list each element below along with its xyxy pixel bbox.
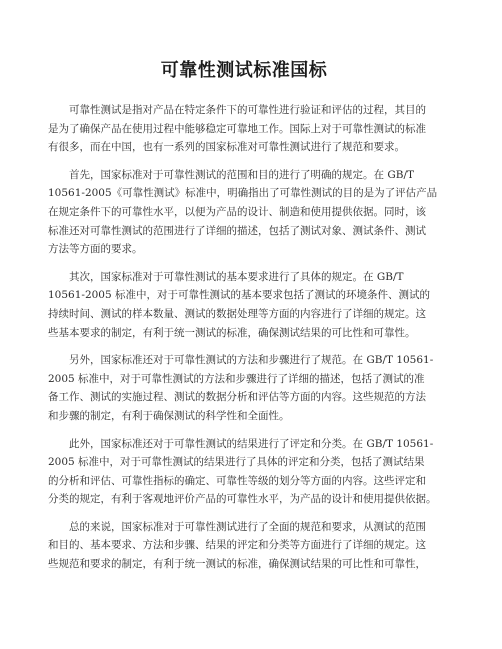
paragraph-results xyxy=(48,435,440,509)
text-line: 些基本要求的制定，有利于统一测试的标准，确保测试结果的可比性和可靠性。 xyxy=(48,326,416,339)
text-line: 可靠性测试是指对产品在特定条件下的可靠性进行验证和评估的过程，其目的 xyxy=(69,104,426,116)
paragraph-requirements xyxy=(48,268,440,342)
text-line: 2005 标准中，对于可靠性测试的方法和步骤进行了详细的描述，包括了测试的准 xyxy=(48,372,425,385)
text-line: 是为了确保产品在使用过程中能够稳定可靠地工作。国际上对于可靠性测试的标准 xyxy=(48,122,426,135)
text-line: 其次，国家标准对于可靠性测试的基本要求进行了具体的规定。在 GB/T xyxy=(69,270,404,283)
text-line: 的分析和评估、可靠性指标的确定、可靠性等级的划分等方面的内容。这些评定和 xyxy=(48,474,426,487)
text-line: 2005 标准中，对于可靠性测试的结果进行了具体的评定和分类，包括了测试结果 xyxy=(48,456,425,469)
text-line: 标准还对可靠性测试的范围进行了详细的描述，包括了测试对象、测试条件、测试 xyxy=(48,224,426,237)
text-line: 持续时间、测试的样本数量、测试的数据处理等方面的内容进行了详细的规定。这 xyxy=(48,307,426,320)
text-line: 和步骤的制定，有利于确保测试的科学性和全面性。 xyxy=(48,409,290,422)
text-line: 10561-2005《可靠性测试》标准中，明确指出了可靠性测试的目的是为了评估产品 xyxy=(48,187,438,200)
paragraph-methods xyxy=(48,351,440,425)
text-line: 方法等方面的要求。 xyxy=(48,243,143,256)
paragraph-summary xyxy=(48,518,440,574)
text-line: 在规定条件下的可靠性水平，以便为产品的设计、制造和使用提供依据。同时，该 xyxy=(48,205,426,218)
text-line: 备工作、测试的实施过程、测试的数据分析和评估等方面的内容。这些规范的方法 xyxy=(48,391,426,404)
document-title: 可靠性测试标准国标 xyxy=(160,60,328,81)
text-line: 分类的规定，有利于客观地评价产品的可靠性水平，为产品的设计和使用提供依据。 xyxy=(48,493,437,506)
text-line: 此外，国家标准还对于可靠性测试的结果进行了评定和分类。在 GB/T 10561- xyxy=(69,437,434,450)
paragraph-scope xyxy=(48,166,440,259)
text-line: 10561-2005 标准中，对于可靠性测试的基本要求包括了测试的环境条件、测试的 xyxy=(48,289,431,302)
text-line: 另外，国家标准还对于可靠性测试的方法和步骤进行了规范。在 GB/T 10561- xyxy=(69,354,434,367)
text-line: 有很多，而在中国，也有一系列的国家标准对可靠性测试进行了规范和要求。 xyxy=(48,141,405,154)
paragraph-intro xyxy=(48,101,440,157)
text-line: 和目的、基本要求、方法和步骤、结果的评定和分类等方面进行了详细的规定。这 xyxy=(48,539,426,552)
text-line: 首先，国家标准对于可靠性测试的范围和目的进行了明确的规定。在 GB/T xyxy=(69,168,414,181)
text-line: 总的来说，国家标准对于可靠性测试进行了全面的规范和要求，从测试的范围 xyxy=(69,520,426,533)
text-line: 些规范和要求的制定，有利于统一测试的标准，确保测试结果的可比性和可靠性， xyxy=(48,558,426,571)
